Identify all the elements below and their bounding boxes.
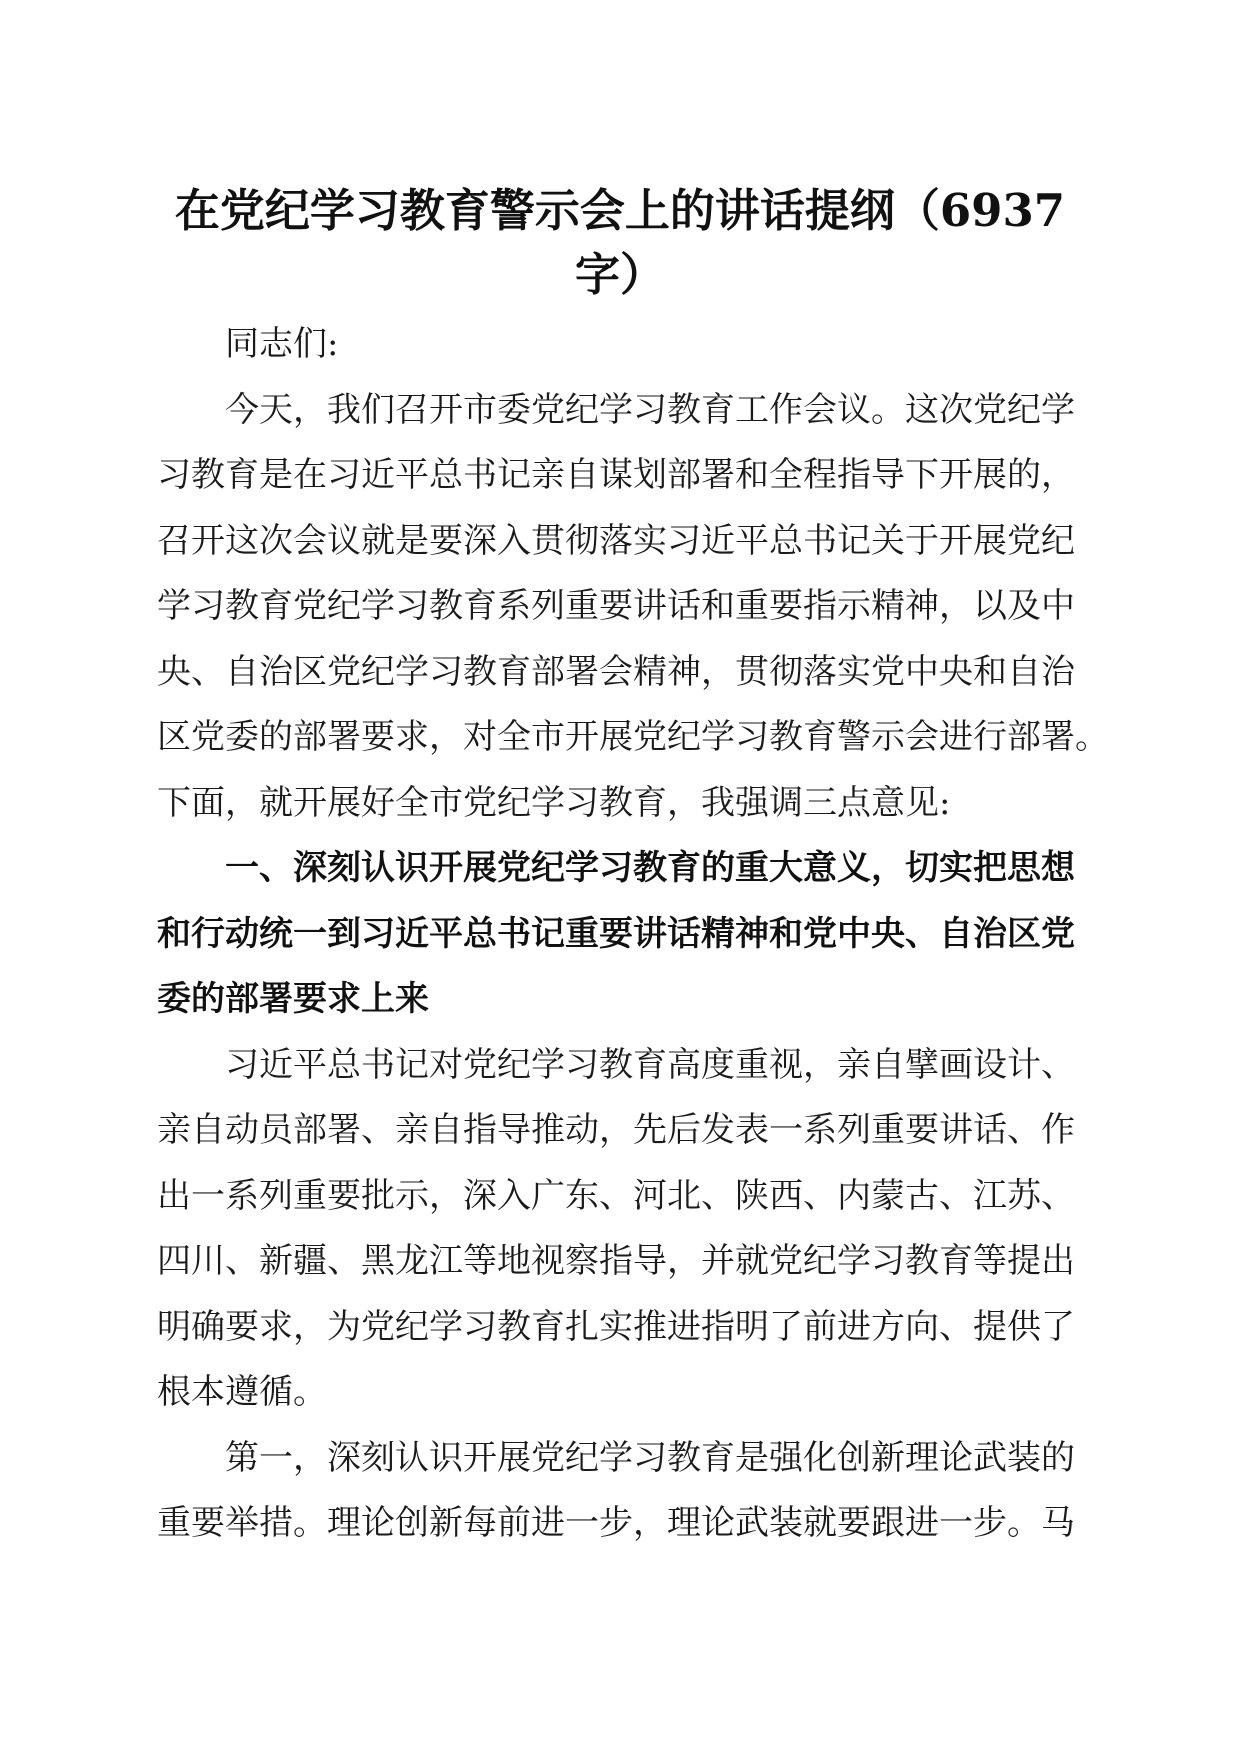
text-line: 下面，就开展好全市党纪学习教育，我强调三点意见:: [157, 782, 951, 823]
heading-line: 一、深刻认识开展党纪学习教育的重大意义，切实把思想: [225, 848, 1075, 888]
text-line: 习近平总书记对党纪学习教育高度重视，亲自擘画设计、: [225, 1044, 1075, 1085]
text-line: 召开这次会议就是要深入贯彻落实习近平总书记关于开展党纪: [157, 520, 1075, 561]
text-line: 出一系列重要批示，深入广东、河北、陕西、内蒙古、江苏、: [157, 1175, 1075, 1216]
section-heading: [157, 836, 1075, 1033]
intro-paragraph: [157, 378, 1109, 837]
title-line: 在党纪学习教育警示会上的讲话提纲（6937: [174, 184, 1066, 237]
heading-line: 和行动统一到习近平总书记重要讲话精神和党中央、自治区党: [157, 913, 1075, 954]
heading-line: 委的部署要求上来: [157, 979, 429, 1019]
text-line: 明确要求，为党纪学习教育扎实推进指明了前进方向、提供了: [157, 1306, 1075, 1347]
document-body: [157, 312, 1109, 1557]
text-line: 学习教育党纪学习教育系列重要讲话和重要指示精神，以及中: [157, 586, 1075, 626]
text-line: 央、自治区党纪学习教育部署会精神，贯彻落实党中央和自治: [157, 651, 1075, 692]
text-line: 今天，我们召开市委党纪学习教育工作会议。这次党纪学: [225, 389, 1075, 430]
salutation-text: 同志们:: [225, 324, 339, 364]
text-line: 四川、新疆、黑龙江等地视察指导，并就党纪学习教育等提出: [157, 1241, 1075, 1281]
text-line: 习教育是在习近平总书记亲自谋划部署和全程指导下开展的，: [157, 455, 1075, 495]
text-line: 亲自动员部署、亲自指导推动，先后发表一系列重要讲话、作: [157, 1110, 1075, 1150]
text-line: 第一，深刻认识开展党纪学习教育是强化创新理论武装的: [225, 1437, 1075, 1478]
section-paragraph: [157, 1033, 1075, 1426]
salutation: [157, 312, 1075, 378]
text-line: 根本遵循。: [157, 1372, 327, 1412]
text-line: 重要举措。理论创新每前进一步，理论武装就要跟进一步。马: [157, 1503, 1075, 1543]
title-line: 字）: [574, 248, 665, 301]
text-line: 区党委的部署要求，对全市开展党纪学习教育警示会进行部署。: [157, 717, 1109, 757]
document-title: [0, 179, 1240, 307]
point-paragraph: [157, 1426, 1075, 1557]
